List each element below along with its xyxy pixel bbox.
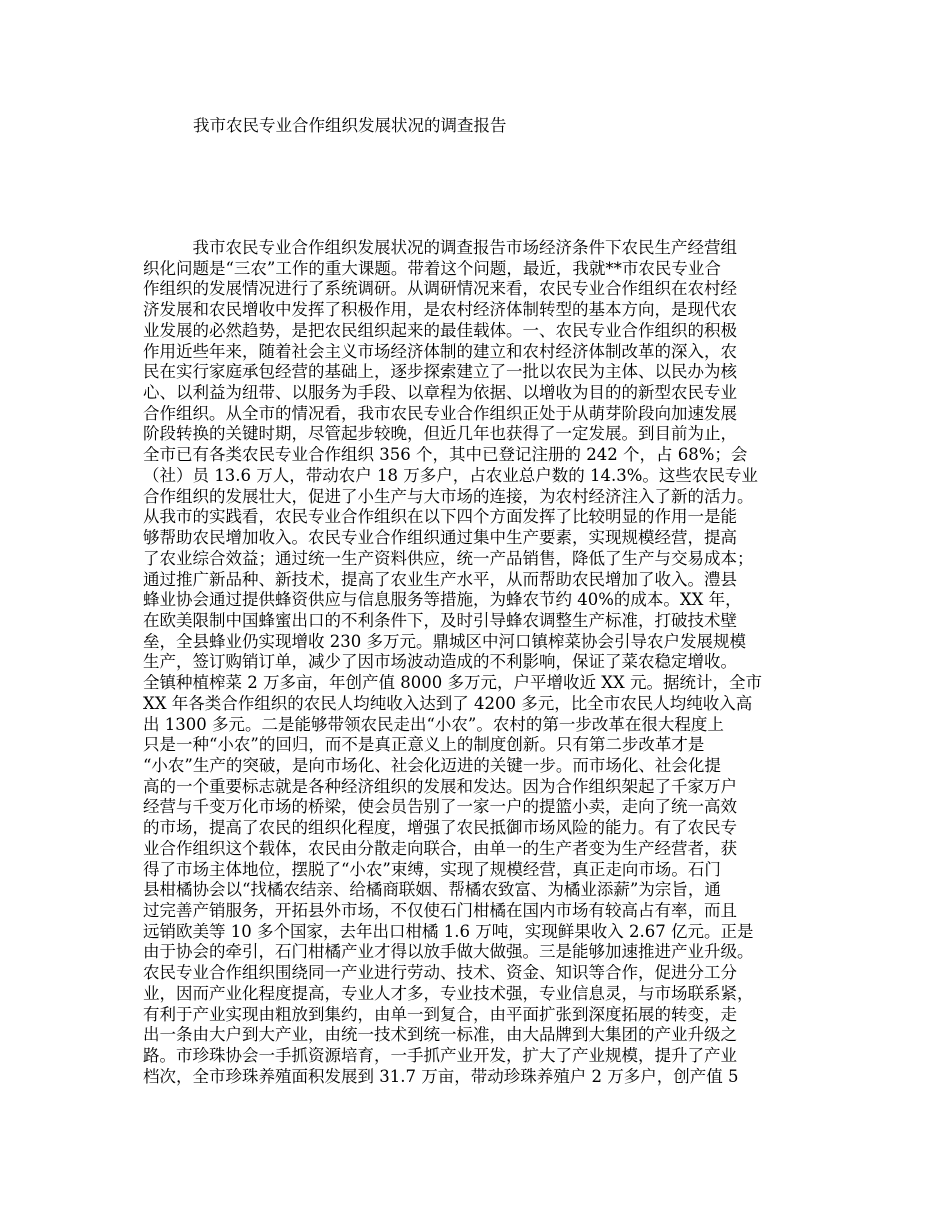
body-text-line: 蜂业协会通过提供蜂资供应与信息服务等措施，为蜂农节约 40%的成本。XX 年， bbox=[143, 590, 742, 610]
body-text-line: 得了市场主体地位，摆脱了“小农”束缚，实现了规模经营，真正走向市场。石门 bbox=[143, 859, 721, 879]
body-text-line: 垒，全县蜂业仍实现增收 230 多万元。鼎城区中河口镇榨菜协会引导农户发展规模 bbox=[143, 631, 746, 651]
body-text-line: 合作组织。从全市的情况看，我市农民专业合作组织正处于从萌芽阶段向加速发展 bbox=[143, 403, 737, 423]
body-text-line: 我市农民专业合作组织发展状况的调查报告市场经济条件下农民生产经营组 bbox=[143, 238, 737, 257]
body-text-line: 业发展的必然趋势，是把农民组织起来的最佳载体。一、农民专业合作组织的积极 bbox=[143, 320, 737, 340]
body-text-line: 在欧美限制中国蜂蜜出口的不利条件下，及时引导蜂农调整生产标准，打破技术壁 bbox=[143, 610, 737, 630]
body-text-line: 出一条由大户到大产业，由统一技术到统一标准，由大品牌到大集团的产业升级之 bbox=[143, 1025, 737, 1045]
body-text-line: （社）员 13.6 万人，带动农户 18 万多户，占农业总户数的 14.3%。这些农民专业 bbox=[143, 465, 758, 485]
body-text-line: 只是一种“小农”的回归，而不是真正意义上的制度创新。只有第二步改革才是 bbox=[143, 735, 705, 755]
body-text-line: 远销欧美等 10 多个国家，去年出口柑橘 1.6 万吨，实现鲜果收入 2.67 亿元。正是 bbox=[143, 921, 754, 941]
body-text-line: 由于协会的牵引，石门柑橘产业才得以放手做大做强。三是能够加速推进产业升级。 bbox=[143, 942, 754, 962]
body-text-line: 生产，签订购销订单，减少了因市场波动造成的不利影响，保证了菜农稳定增收。 bbox=[143, 652, 737, 672]
body-text-line: 织化问题是“三农”工作的重大课题。带着这个问题，最近，我就**市农民专业合 bbox=[143, 258, 721, 278]
body-text-line: 的市场，提高了农民的组织化程度，增强了农民抵御市场风险的能力。有了农民专 bbox=[143, 818, 737, 838]
body-text-line: 业，因而产业化程度提高，专业人才多，专业技术强，专业信息灵，与市场联系紧， bbox=[143, 983, 754, 1003]
body-text-line: 全市已有各类农民专业合作组织 356 个，其中已登记注册的 242 个，占 68%；会 bbox=[143, 445, 748, 465]
body-text-line: 济发展和农民增收中发挥了积极作用，是农村经济体制转型的基本方向，是现代农 bbox=[143, 300, 737, 320]
document-body bbox=[143, 238, 823, 1087]
body-text-line: 通过推广新品种、新技术，提高了农业生产水平，从而帮助农民增加了收入。澧县 bbox=[143, 569, 737, 589]
body-text-line: 过完善产销服务，开拓县外市场，不仅使石门柑橘在国内市场有较高占有率，而且 bbox=[143, 901, 737, 920]
document-title: 我市农民专业合作组织发展状况的调查报告 bbox=[193, 116, 507, 135]
body-text-line: XX 年各类合作组织的农民人均纯收入达到了 4200 多元，比全市农民人均纯收入高 bbox=[143, 693, 753, 713]
body-text-line: 出 1300 多元。二是能够带领农民走出“小农”。农村的第一步改革在很大程度上 bbox=[143, 714, 724, 734]
body-text-line: 业合作组织这个载体，农民由分散走向联合，由单一的生产者变为生产经营者，获 bbox=[143, 838, 737, 858]
body-text-line: 县柑橘协会以“找橘农结亲、给橘商联姻、帮橘农致富、为橘业添薪”为宗旨，通 bbox=[143, 880, 721, 900]
body-text-line: 档次，全市珍珠养殖面积发展到 31.7 万亩，带动珍珠养殖户 2 万多户，创产值 5 bbox=[143, 1066, 739, 1086]
body-text-line: 从我市的实践看，农民专业合作组织在以下四个方面发挥了比较明显的作用一是能 bbox=[143, 507, 737, 527]
body-text-line: 有利于产业实现由粗放到集约，由单一到复合，由平面扩张到深度拓展的转变，走 bbox=[143, 1004, 737, 1024]
body-text-line: 经营与千变万化市场的桥梁，使会员告别了一家一户的提篮小卖，走向了统一高效 bbox=[143, 797, 737, 817]
body-text-line: 作组织的发展情况进行了系统调研。从调研情况来看，农民专业合作组织在农村经 bbox=[143, 279, 737, 299]
body-text-line: 农民专业合作组织围绕同一产业进行劳动、技术、资金、知识等合作，促进分工分 bbox=[143, 963, 737, 983]
body-text-line: 心、以利益为纽带、以服务为手段、以章程为依据、以增收为目的的新型农民专业 bbox=[143, 383, 737, 403]
body-text-line: 全镇种植榨菜 2 万多亩，年创产值 8000 多万元，户平增收近 XX 元。据统计，全市 bbox=[143, 673, 762, 693]
body-text-line: 够帮助农民增加收入。农民专业合作组织通过集中生产要素，实现规模经营，提高 bbox=[143, 528, 737, 548]
body-text-line: 路。市珍珠协会一手抓资源培育，一手抓产业开发，扩大了产业规模，提升了产业 bbox=[143, 1046, 737, 1066]
body-text-line: 阶段转换的关键时期，尽管起步较晚，但近几年也获得了一定发展。到目前为止， bbox=[143, 424, 737, 444]
body-text-line: 高的一个重要标志就是各种经济组织的发展和发达。因为合作组织架起了千家万户 bbox=[143, 776, 737, 796]
body-text-line: “小农”生产的突破，是向市场化、社会化迈进的关键一步。而市场化、社会化提 bbox=[143, 755, 721, 775]
body-text-line: 了农业综合效益；通过统一生产资料供应，统一产品销售，降低了生产与交易成本； bbox=[143, 548, 754, 568]
body-text-line: 民在实行家庭承包经营的基础上，逐步探索建立了一批以农民为主体、以民办为核 bbox=[143, 362, 737, 382]
body-text-line: 合作组织的发展壮大，促进了小生产与大市场的连接，为农村经济注入了新的活力。 bbox=[143, 486, 754, 506]
body-text-line: 作用近些年来，随着社会主义市场经济体制的建立和农村经济体制改革的深入，农 bbox=[143, 341, 737, 361]
